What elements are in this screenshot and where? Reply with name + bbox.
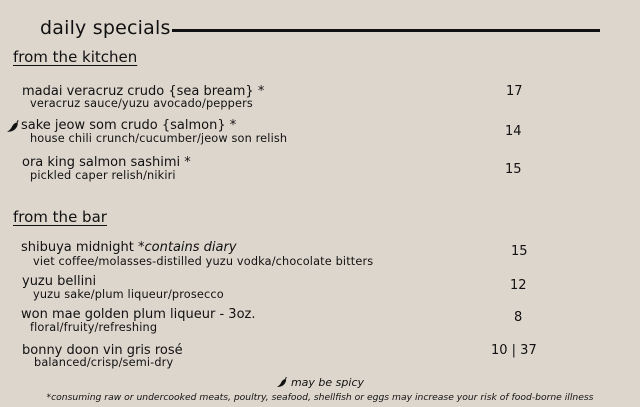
item-name: sake jeow som crudo {salmon} * bbox=[21, 118, 237, 133]
chili-pepper-icon bbox=[6, 119, 20, 133]
chili-pepper-icon bbox=[276, 376, 288, 388]
item-price: 14 bbox=[505, 124, 522, 139]
item-description: house chili crunch/cucumber/jeow son relish bbox=[30, 132, 288, 145]
section-heading-bar: from the bar bbox=[13, 208, 107, 226]
item-price: 15 bbox=[511, 244, 528, 259]
raw-food-disclaimer: *consuming raw or undercooked meats, poultry, seafood, shellfish or eggs may increase your risk of food-borne illness bbox=[46, 392, 594, 403]
item-description: viet coffee/molasses-distilled yuzu vodka/chocolate bitters bbox=[33, 255, 374, 268]
item-description: yuzu sake/plum liqueur/prosecco bbox=[33, 288, 224, 301]
item-name: yuzu bellini bbox=[22, 274, 97, 289]
item-price: 10 | 37 bbox=[491, 343, 537, 358]
item-name bbox=[21, 240, 237, 255]
item-name: bonny doon vin gris rosé bbox=[22, 343, 183, 358]
item-description: balanced/crisp/semi-dry bbox=[34, 356, 174, 369]
item-name: ora king salmon sashimi * bbox=[22, 155, 191, 170]
item-name-note: contains diary bbox=[144, 240, 237, 255]
title-row bbox=[40, 17, 600, 43]
item-name-text: shibuya midnight * bbox=[21, 240, 145, 255]
spicy-legend-text: may be spicy bbox=[290, 376, 365, 389]
item-description: veracruz sauce/yuzu avocado/peppers bbox=[30, 97, 253, 110]
page-title: daily specials bbox=[40, 17, 171, 39]
section-heading-kitchen: from the kitchen bbox=[13, 48, 138, 66]
spicy-legend bbox=[0, 376, 640, 389]
item-price: 15 bbox=[505, 162, 522, 177]
item-name: madai veracruz crudo {sea bream} * bbox=[22, 84, 265, 99]
item-description: floral/fruity/refreshing bbox=[30, 321, 158, 334]
item-name: won mae golden plum liqueur - 3oz. bbox=[21, 307, 256, 322]
item-price: 12 bbox=[510, 278, 527, 293]
item-description: pickled caper relish/nikiri bbox=[30, 169, 176, 182]
item-price: 8 bbox=[514, 310, 523, 325]
item-price: 17 bbox=[506, 84, 523, 99]
title-divider bbox=[172, 29, 600, 32]
